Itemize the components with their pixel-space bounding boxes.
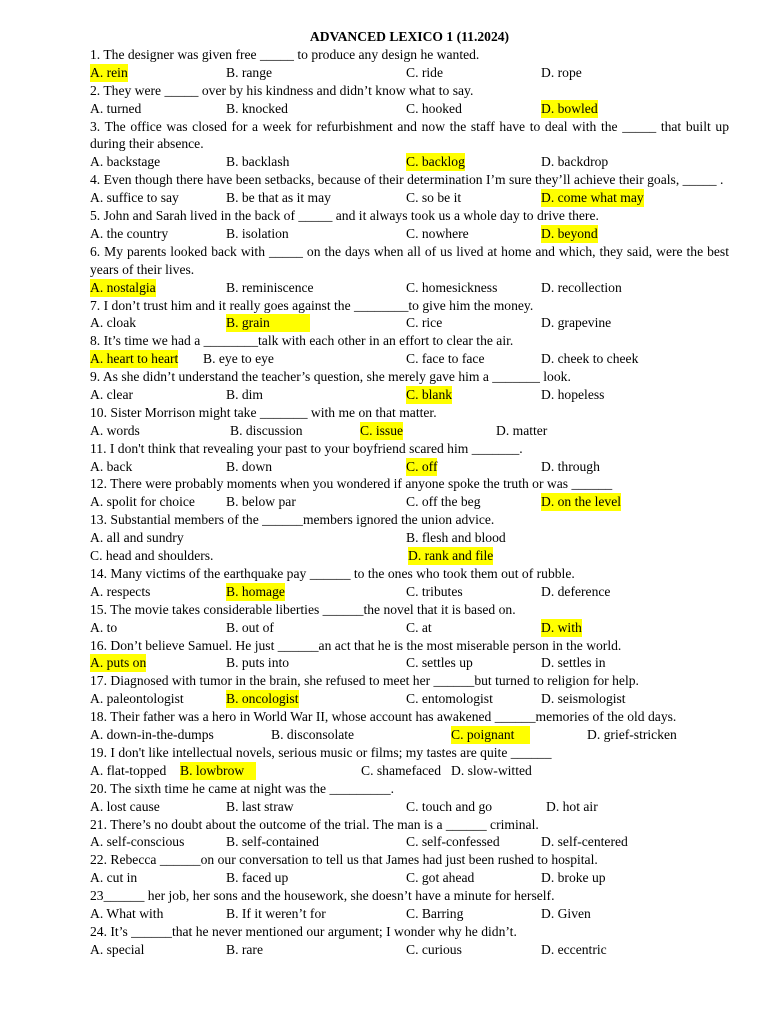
answer-option: B. out of	[226, 619, 274, 635]
answer-option: A. flat-topped	[90, 762, 167, 778]
question-block	[90, 207, 729, 243]
options-row	[90, 833, 729, 851]
question-block	[90, 816, 729, 852]
highlighted-answer-option: D. rank and file	[408, 548, 494, 564]
question-block	[90, 118, 729, 172]
question-text: 10. Sister Morrison might take _______ with me on that matter.	[90, 404, 437, 420]
highlighted-answer-option: D. on the level	[541, 494, 622, 510]
question-block	[90, 511, 729, 565]
answer-option: B. range	[226, 64, 273, 80]
question-block	[90, 297, 729, 333]
answer-option: A. back	[90, 458, 133, 474]
question-block	[90, 475, 729, 511]
answer-option: A. suffice to say	[90, 190, 179, 206]
question-list	[90, 46, 729, 959]
answer-option: A. What with	[90, 906, 164, 922]
question-block	[90, 637, 729, 673]
question-block	[90, 440, 729, 476]
answer-option: A. words	[90, 422, 140, 438]
answer-option: A. backstage	[90, 154, 161, 170]
answer-option: D. matter	[496, 422, 548, 438]
answer-option: B. discussion	[230, 422, 303, 438]
answer-option: C. Barring	[406, 906, 464, 922]
options-row	[90, 422, 729, 440]
answer-option: D. self-centered	[541, 834, 628, 850]
question-text: 21. There’s no doubt about the outcome of the trial. The man is a ______ criminal.	[90, 816, 539, 832]
options-row	[90, 314, 729, 332]
answer-option: C. homesickness	[406, 279, 498, 295]
question-text: 3. The office was closed for a week for refurbishment and now the staff have to deal with the _____ that built up during their absence.	[90, 118, 729, 152]
highlighted-answer-option: C. blank	[406, 387, 453, 402]
options-row	[90, 798, 729, 816]
question-text: 11. I don't think that revealing your past to your boyfriend scared him _______.	[90, 440, 523, 456]
options-row	[90, 100, 729, 118]
options-row	[90, 225, 729, 243]
answer-option: C. shamefaced	[361, 762, 442, 778]
answer-option: C. entomologist	[406, 691, 493, 707]
question-text: 16. Don’t believe Samuel. He just ______an act that he is the most miserable person in the world.	[90, 637, 622, 653]
answer-option: C. ride	[406, 64, 443, 80]
answer-option: D. hopeless	[541, 387, 605, 402]
answer-option: A. to	[90, 619, 118, 635]
answer-option: B. isolation	[226, 225, 289, 241]
options-row	[90, 941, 729, 959]
question-text: 8. It’s time we had a ________talk with each other in an effort to clear the air.	[90, 333, 514, 349]
question-text: 4. Even though there have been setbacks, because of their determination I’m sure they’ll achieve their goals, _____ .	[90, 172, 724, 188]
answer-option: D. recollection	[541, 279, 622, 295]
answer-option: D. grief-stricken	[587, 727, 677, 743]
question-text: 7. I don’t trust him and it really goes against the ________to give him the money.	[90, 297, 534, 313]
document-page	[90, 28, 729, 959]
answer-option: A. the country	[90, 225, 169, 241]
highlighted-answer-option: C. off	[406, 458, 438, 474]
answer-option: C. rice	[406, 315, 443, 331]
question-text: 17. Diagnosed with tumor in the brain, she refused to meet her ______but turned to religion for help.	[90, 673, 639, 689]
options-row	[90, 869, 729, 887]
question-block	[90, 923, 729, 959]
question-block	[90, 851, 729, 887]
highlighted-answer-option: A. puts on	[90, 655, 147, 671]
answer-option: B. last straw	[226, 798, 294, 814]
answer-option: A. paleontologist	[90, 691, 184, 707]
highlighted-answer-option: C. backlog	[406, 154, 465, 170]
document-title: ADVANCED LEXICO 1 (11.2024)	[309, 29, 510, 44]
options-row	[90, 583, 729, 601]
options-row	[90, 905, 729, 923]
answer-option: C. hooked	[406, 100, 462, 116]
answer-option: C. face to face	[406, 351, 485, 367]
question-block	[90, 672, 729, 708]
answer-option: D. cheek to cheek	[541, 351, 639, 367]
options-row	[90, 493, 729, 511]
question-text: 1. The designer was given free _____ to produce any design he wanted.	[90, 46, 480, 62]
answer-option: B. backlash	[226, 154, 290, 170]
answer-option: B. rare	[226, 941, 263, 957]
question-text: 2. They were _____ over by his kindness and didn’t know what to say.	[90, 82, 474, 98]
answer-option: A. turned	[90, 100, 142, 116]
question-block	[90, 243, 729, 297]
answer-option: A. spolit for choice	[90, 494, 195, 510]
answer-option: A. special	[90, 941, 145, 957]
highlighted-answer-option: A. nostalgia	[90, 279, 156, 295]
question-text: 14. Many victims of the earthquake pay ______ to the ones who took them out of rubble.	[90, 565, 575, 581]
answer-option: B. puts into	[226, 655, 290, 671]
highlighted-answer-option: B. homage	[226, 583, 285, 599]
options-row	[90, 529, 729, 547]
answer-option: C. settles up	[406, 655, 473, 671]
answer-option: C. at	[406, 619, 432, 635]
answer-option: A. respects	[90, 583, 151, 599]
answer-option: D. through	[541, 458, 600, 474]
question-block	[90, 171, 729, 207]
question-text: 13. Substantial members of the ______members ignored the union advice.	[90, 512, 495, 528]
answer-option: D. settles in	[541, 655, 606, 671]
answer-option: C. head and shoulders.	[90, 548, 214, 564]
answer-option: B. below par	[226, 494, 296, 510]
options-row	[90, 726, 729, 744]
answer-option: D. Given	[541, 906, 591, 922]
question-text: 12. There were probably moments when you wondered if anyone spoke the truth or was ______	[90, 476, 613, 492]
answer-option: C. nowhere	[406, 225, 469, 241]
question-text: 5. John and Sarah lived in the back of _____ and it always took us a whole day to drive there.	[90, 208, 599, 223]
question-block	[90, 708, 729, 744]
question-block	[90, 332, 729, 368]
question-text: 23______ her job, her sons and the housework, she doesn’t have a minute for herself.	[90, 888, 555, 904]
answer-option: D. seismologist	[541, 691, 626, 707]
answer-option: A. all and sundry	[90, 530, 184, 546]
answer-option: B. down	[226, 458, 273, 474]
answer-option: A. cloak	[90, 315, 137, 331]
highlighted-answer-option: B. grain	[226, 314, 310, 332]
options-row	[90, 386, 729, 404]
answer-option: C. got ahead	[406, 870, 475, 886]
highlighted-answer-option: A. rein	[90, 64, 128, 80]
question-text: 19. I don't like intellectual novels, serious music or films; my tastes are quite ______	[90, 744, 552, 760]
question-block	[90, 780, 729, 816]
answer-option: C. so be it	[406, 190, 462, 206]
options-row	[90, 279, 729, 297]
options-row	[90, 458, 729, 476]
options-row	[90, 619, 729, 637]
question-block	[90, 368, 729, 404]
answer-option: B. flesh and blood	[406, 530, 506, 546]
answer-option: A. cut in	[90, 870, 138, 886]
answer-option: C. curious	[406, 941, 462, 957]
answer-option: D. eccentric	[541, 941, 607, 957]
answer-option: A. lost cause	[90, 798, 160, 814]
answer-option: D. deference	[541, 583, 611, 599]
highlighted-answer-option: D. beyond	[541, 225, 598, 241]
answer-option: B. If it weren’t for	[226, 906, 326, 922]
highlighted-answer-option: B. lowbrow	[180, 762, 256, 780]
options-row	[90, 189, 729, 207]
question-block	[90, 601, 729, 637]
highlighted-answer-option: B. oncologist	[226, 691, 299, 707]
question-block	[90, 744, 729, 780]
answer-option: B. eye to eye	[203, 351, 274, 367]
answer-option: C. tributes	[406, 583, 463, 599]
answer-option: B. disconsolate	[271, 727, 355, 743]
answer-option: C. touch and go	[406, 798, 493, 814]
answer-option: A. down-in-the-dumps	[90, 727, 214, 743]
question-block	[90, 82, 729, 118]
question-text: 6. My parents looked back with _____ on the days when all of us lived at home and which, they said, were the best years of their lives.	[90, 243, 729, 277]
highlighted-answer-option: D. come what may	[541, 190, 644, 206]
question-text: 22. Rebecca ______on our conversation to tell us that James had just been rushed to hospital.	[90, 852, 598, 868]
answer-option: C. self-confessed	[406, 834, 500, 850]
options-row	[90, 654, 729, 672]
highlighted-answer-option: A. heart to heart	[90, 351, 179, 367]
answer-option: D. backdrop	[541, 154, 609, 170]
answer-option: D. hot air	[546, 798, 598, 814]
question-text: 18. Their father was a hero in World War II, whose account has awakened ______memories of the old days.	[90, 709, 677, 725]
options-row	[90, 64, 729, 82]
answer-option: C. off the beg	[406, 494, 481, 510]
answer-option: D. grapevine	[541, 315, 612, 331]
options-row	[90, 153, 729, 171]
question-block	[90, 565, 729, 601]
question-block	[90, 404, 729, 440]
answer-option: D. rope	[541, 64, 582, 80]
question-text: 20. The sixth time he came at night was the _________.	[90, 780, 395, 796]
question-block	[90, 46, 729, 82]
highlighted-answer-option: C. poignant	[451, 726, 530, 744]
highlighted-answer-option: D. with	[541, 619, 582, 635]
highlighted-answer-option: C. issue	[360, 422, 404, 438]
options-row	[90, 547, 729, 565]
answer-option: B. faced up	[226, 870, 289, 886]
question-text: 24. It’s ______that he never mentioned our argument; I wonder why he didn’t.	[90, 923, 517, 939]
question-text: 9. As she didn’t understand the teacher’s question, she merely gave him a _______ look.	[90, 369, 571, 385]
answer-option: B. dim	[226, 387, 264, 402]
options-row	[90, 690, 729, 708]
answer-option: D. broke up	[541, 870, 606, 886]
options-row	[90, 350, 729, 368]
question-block	[90, 887, 729, 923]
answer-option: B. reminiscence	[226, 279, 314, 295]
answer-option: B. knocked	[226, 100, 288, 116]
answer-option: A. self-conscious	[90, 834, 185, 850]
answer-option: D. slow-witted	[451, 762, 532, 778]
options-row	[90, 762, 729, 780]
question-text: 15. The movie takes considerable liberties ______the novel that it is based on.	[90, 601, 516, 617]
answer-option: A. clear	[90, 387, 134, 402]
answer-option: B. be that as it may	[226, 190, 331, 206]
answer-option: B. self-contained	[226, 834, 319, 850]
highlighted-answer-option: D. bowled	[541, 100, 598, 116]
